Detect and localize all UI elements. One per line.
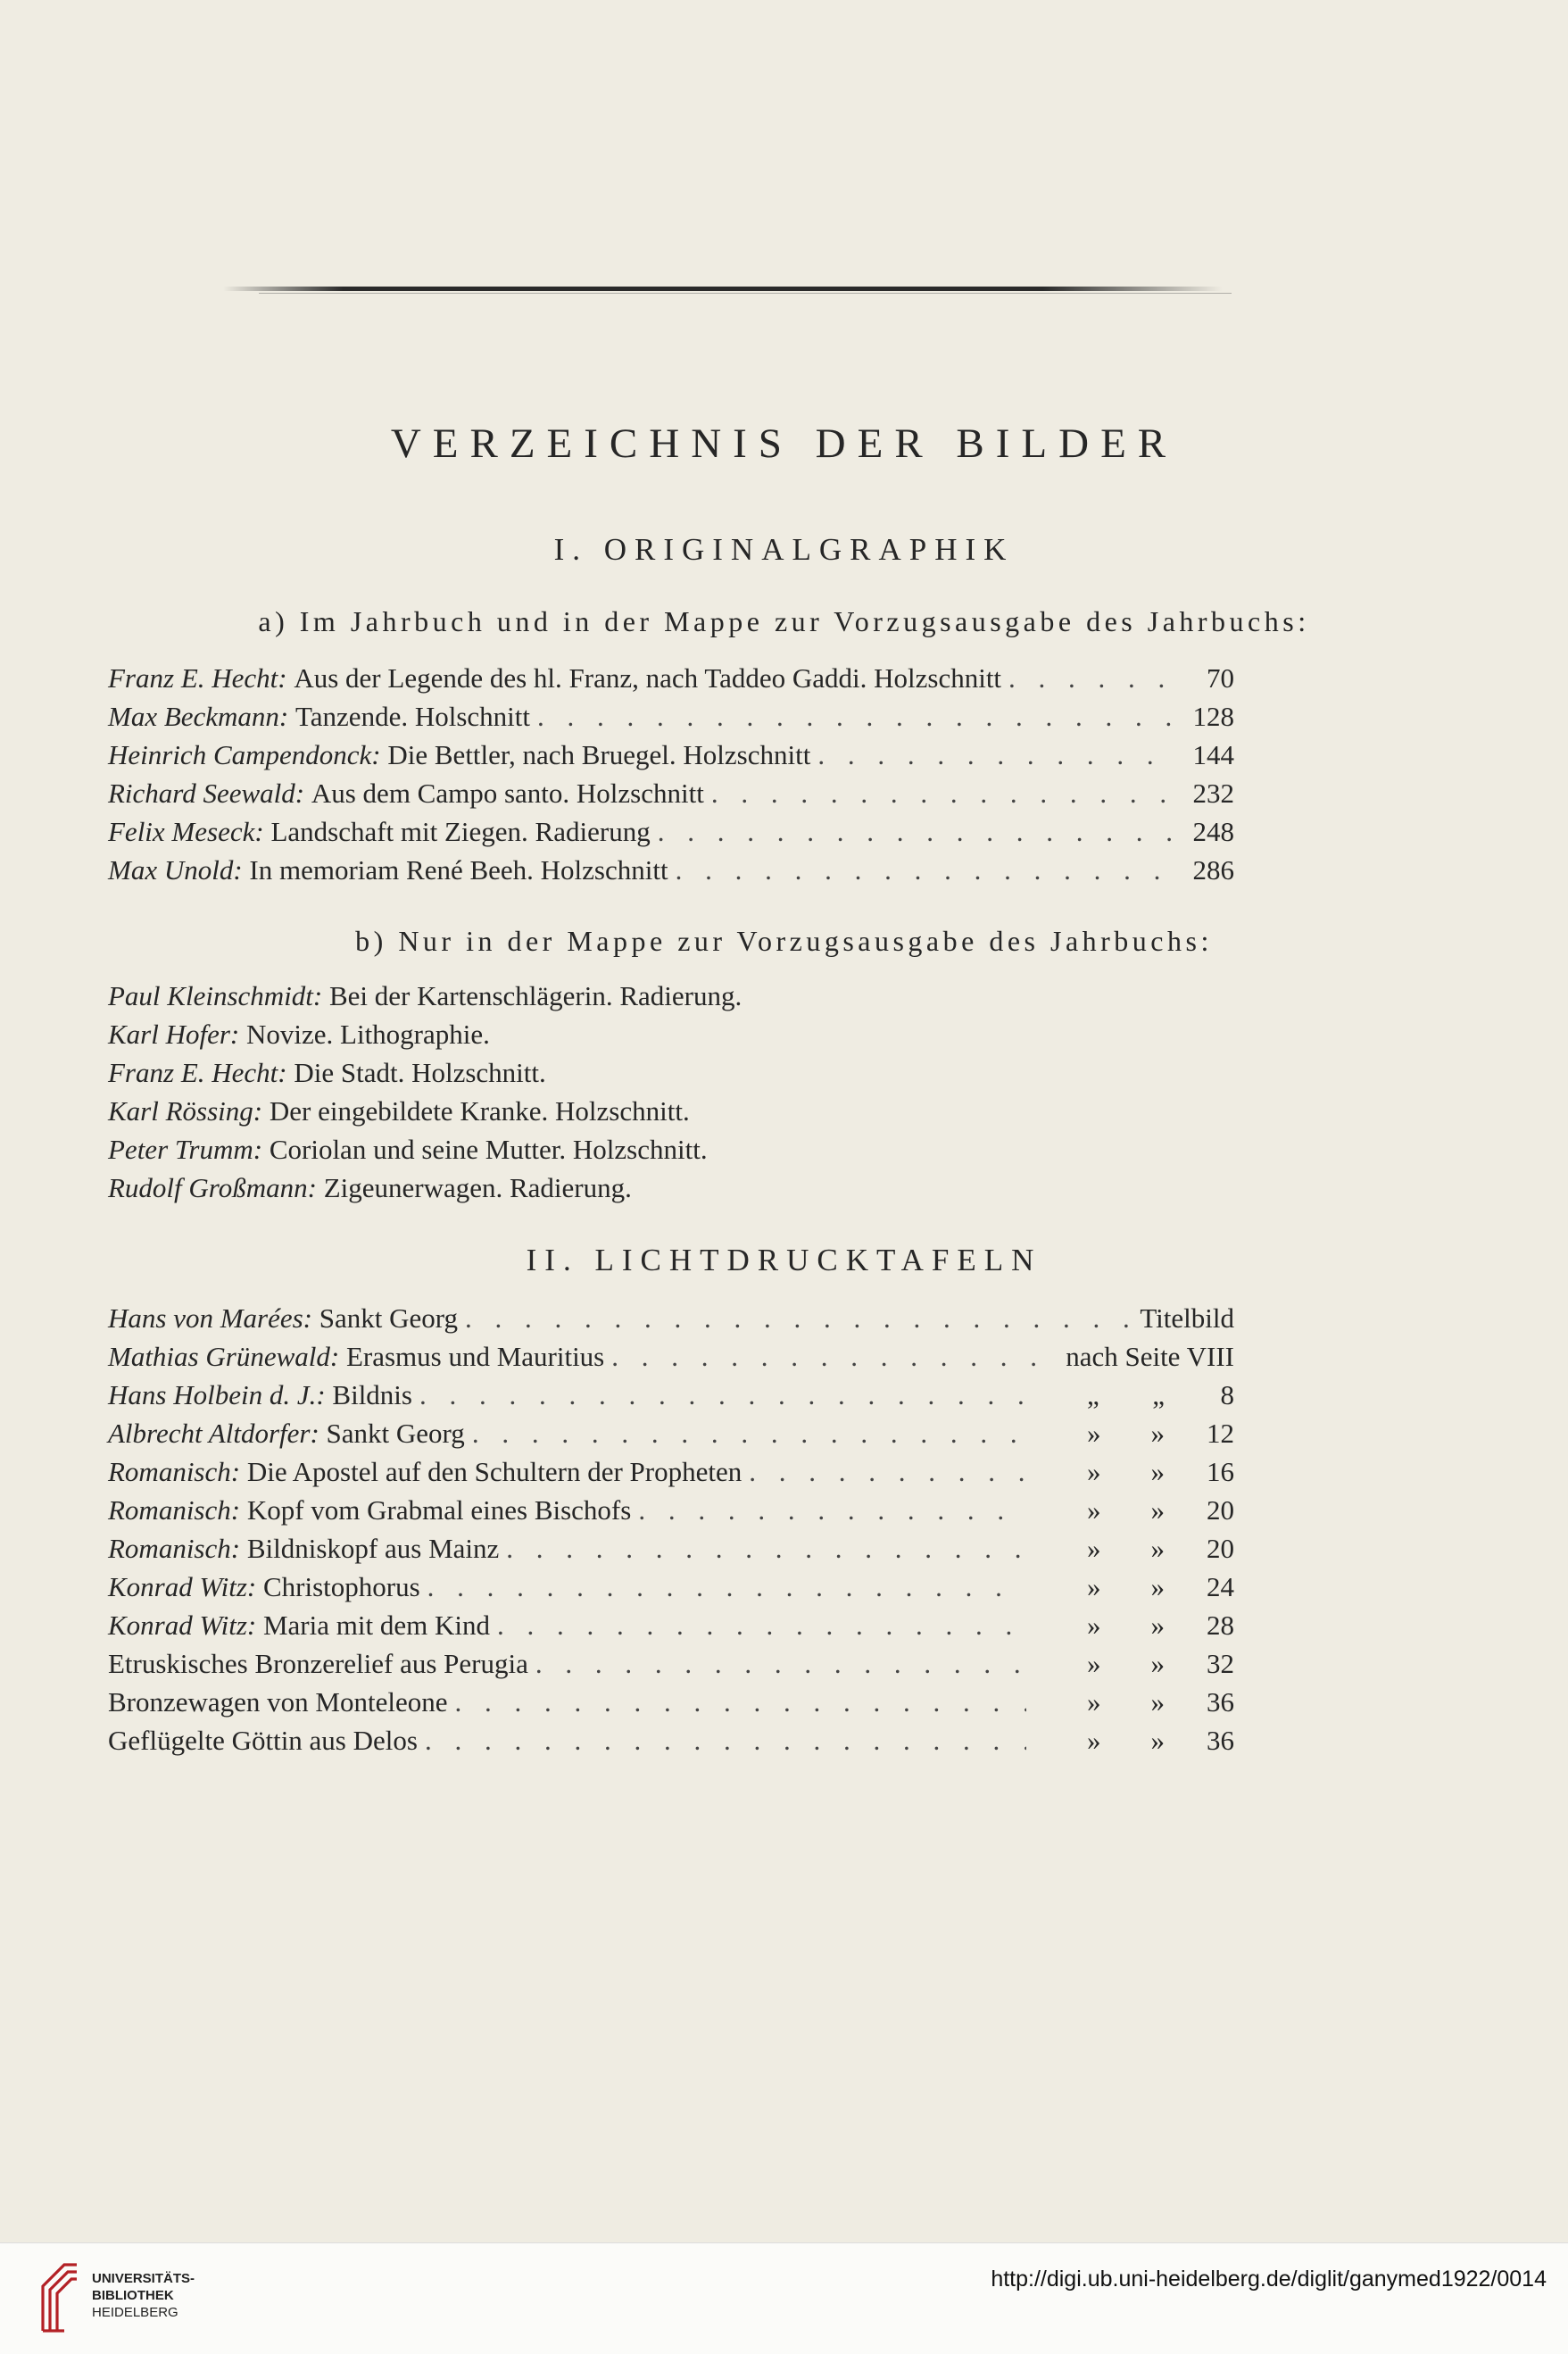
ditto-mark: »	[1150, 1456, 1165, 1487]
artist-name: Max Beckmann:	[108, 701, 289, 732]
list-item	[108, 1095, 690, 1127]
ditto-marks	[1033, 1610, 1181, 1642]
artist-name: Karl Rössing:	[108, 1095, 263, 1127]
artist-name: Romanisch:	[108, 1533, 241, 1564]
list-item	[108, 1418, 1234, 1457]
page-number: 8	[1220, 1379, 1234, 1410]
ditto-marks	[1033, 1456, 1181, 1488]
leader-dots	[465, 1302, 1132, 1335]
work-title: Christophorus	[262, 1571, 420, 1602]
list-item	[108, 1172, 632, 1204]
ditto-mark: »	[1150, 1686, 1165, 1718]
ditto-marks	[1033, 1725, 1181, 1757]
list-item	[108, 1134, 708, 1166]
list-item	[108, 1057, 546, 1089]
artist-name: Konrad Witz:	[108, 1571, 257, 1602]
work-title: Sankt Georg	[326, 1418, 465, 1449]
page-number: nach Seite VIII	[1066, 1341, 1234, 1372]
artist-name: Franz E. Hecht:	[108, 662, 287, 694]
work-title: Tanzende. Holschnitt	[295, 701, 530, 732]
ditto-marks	[1033, 1648, 1181, 1680]
list-item	[108, 778, 1234, 817]
page-number: 144	[1192, 739, 1234, 770]
list-item	[108, 1610, 1234, 1649]
work-title: Etruskisches Bronzerelief aus Perugia	[108, 1648, 528, 1679]
page-number: 232	[1192, 778, 1234, 809]
ditto-mark: »	[1150, 1533, 1165, 1564]
ditto-mark: »	[1087, 1418, 1101, 1449]
ditto-mark: »	[1087, 1533, 1101, 1564]
library-footer	[0, 2242, 1568, 2354]
leader-dots	[419, 1379, 1026, 1411]
ditto-mark: »	[1087, 1725, 1101, 1756]
artist-name: Romanisch:	[108, 1456, 241, 1487]
leader-dots	[817, 739, 1174, 771]
list-item	[108, 1533, 1234, 1572]
logo-line-1: UNIVERSITÄTS-	[92, 2271, 195, 2286]
artist-name: Richard Seewald:	[108, 778, 305, 809]
list-item	[108, 1571, 1234, 1610]
leader-dots	[749, 1456, 1026, 1488]
artist-name: Max Unold:	[108, 854, 243, 886]
leader-dots	[1008, 662, 1174, 695]
work-title: Aus dem Campo santo. Holzschnitt	[311, 778, 704, 809]
leader-dots	[611, 1341, 1058, 1373]
leader-dots	[455, 1686, 1027, 1718]
ditto-mark: »	[1087, 1571, 1101, 1602]
artist-name: Felix Meseck:	[108, 816, 264, 847]
artist-name: Konrad Witz:	[108, 1610, 257, 1641]
artist-name: Mathias Grünewald:	[108, 1341, 340, 1372]
list-item	[108, 1379, 1234, 1418]
leader-dots	[472, 1418, 1026, 1450]
work-title: Maria mit dem Kind	[262, 1610, 490, 1641]
work-title: Bei der Kartenschlägerin. Radierung.	[328, 980, 743, 1011]
artist-name: Paul Kleinschmidt:	[108, 980, 323, 1011]
leader-dots	[658, 816, 1174, 848]
artist-name: Karl Hofer:	[108, 1019, 240, 1050]
list-item	[108, 1648, 1234, 1687]
leader-dots	[537, 701, 1174, 733]
leader-dots	[506, 1533, 1026, 1565]
work-title: In memoriam René Beeh. Holzschnitt	[249, 854, 668, 886]
leader-dots	[535, 1648, 1026, 1680]
work-title: Bildniskopf aus Mainz	[246, 1533, 500, 1564]
page-number: 16	[1207, 1456, 1234, 1487]
work-title: Aus der Legende des hl. Franz, nach Taddeo Gaddi. Holzschnitt	[294, 662, 1002, 694]
page-number: 28	[1207, 1610, 1234, 1641]
ditto-mark: »	[1087, 1610, 1101, 1641]
ditto-mark: „	[1152, 1379, 1165, 1410]
work-title: Bildnis	[332, 1379, 412, 1410]
artist-name: Albrecht Altdorfer:	[108, 1418, 319, 1449]
artist-name: Rudolf Großmann:	[108, 1172, 317, 1203]
artist-name: Hans Holbein d. J.:	[108, 1379, 326, 1410]
artist-name: Hans von Marées:	[108, 1302, 313, 1334]
page-number: 286	[1192, 854, 1234, 886]
work-title: Der eingebildete Kranke. Holzschnitt.	[269, 1095, 690, 1127]
list-item	[108, 1341, 1234, 1380]
artist-name: Romanisch:	[108, 1494, 241, 1526]
leader-dots	[425, 1725, 1026, 1757]
work-title: Kopf vom Grabmal eines Bischofs	[246, 1494, 632, 1526]
subheading-a: a) Im Jahrbuch und in der Mappe zur Vorzugsausgabe des Jahrbuchs:	[258, 605, 1310, 637]
ditto-marks	[1033, 1494, 1181, 1526]
work-title: Novize. Lithographie.	[246, 1019, 490, 1050]
work-title: Die Bettler, nach Bruegel. Holzschnitt	[387, 739, 811, 770]
page-number: 12	[1207, 1418, 1234, 1449]
page-number: 36	[1207, 1725, 1234, 1756]
artist-name: Peter Trumm:	[108, 1134, 263, 1165]
work-title: Erasmus und Mauritius	[345, 1341, 605, 1372]
list-item	[108, 1019, 490, 1051]
ditto-marks	[1033, 1418, 1181, 1450]
ditto-marks	[1033, 1686, 1181, 1718]
ditto-mark: »	[1087, 1648, 1101, 1679]
list-item	[108, 854, 1234, 894]
list-item	[108, 1494, 1234, 1534]
page-number: 20	[1207, 1533, 1234, 1564]
list-item	[108, 1725, 1234, 1764]
logo-line-2: BIBLIOTHEK	[92, 2288, 174, 2303]
logo-line-3: HEIDELBERG	[92, 2305, 178, 2320]
leader-dots	[676, 854, 1174, 886]
list-item	[108, 701, 1234, 740]
page-number: 20	[1207, 1494, 1234, 1526]
page-number: 24	[1207, 1571, 1234, 1602]
leader-dots	[497, 1610, 1026, 1642]
page-number: Titelbild	[1140, 1302, 1234, 1334]
top-rule	[223, 287, 1223, 291]
list-item	[108, 1302, 1234, 1342]
page-title: VERZEICHNIS DER BILDER	[390, 420, 1178, 467]
ditto-mark: »	[1150, 1610, 1165, 1641]
artist-name: Heinrich Campendonck:	[108, 739, 381, 770]
list-item	[108, 1456, 1234, 1495]
work-title: Sankt Georg	[319, 1302, 459, 1334]
page-number: 128	[1192, 701, 1234, 732]
list-item	[108, 980, 742, 1012]
ditto-mark: »	[1087, 1456, 1101, 1487]
leader-dots	[711, 778, 1174, 810]
list-item	[108, 739, 1234, 778]
page-number: 32	[1207, 1648, 1234, 1679]
ditto-mark: »	[1150, 1494, 1165, 1526]
work-title: Coriolan und seine Mutter. Holzschnitt.	[269, 1134, 708, 1165]
ditto-mark: »	[1087, 1494, 1101, 1526]
work-title: Landschaft mit Ziegen. Radierung	[270, 816, 651, 847]
ditto-mark: »	[1150, 1571, 1165, 1602]
section-heading-lichtdrucktafeln: II. LICHTDRUCKTAFELN	[526, 1243, 1042, 1277]
work-title: Bronzewagen von Monteleone	[108, 1686, 448, 1718]
source-url-link[interactable]: http://digi.ub.uni-heidelberg.de/diglit/ganymed1922/0014	[991, 2267, 1547, 2292]
library-logo-text	[92, 2270, 195, 2321]
ditto-marks	[1033, 1533, 1181, 1565]
artist-name: Franz E. Hecht:	[108, 1057, 287, 1088]
page-number: 70	[1207, 662, 1234, 694]
ditto-mark: „	[1087, 1379, 1099, 1410]
ditto-mark: »	[1150, 1648, 1165, 1679]
list-item	[108, 1686, 1234, 1726]
list-item	[108, 816, 1234, 855]
section-heading-originalgraphik: I. ORIGINALGRAPHIK	[553, 532, 1015, 567]
work-title: Zigeunerwagen. Radierung.	[323, 1172, 632, 1203]
ditto-marks	[1033, 1379, 1181, 1411]
ditto-mark: »	[1087, 1686, 1101, 1718]
leader-dots	[427, 1571, 1026, 1603]
subheading-b: b) Nur in der Mappe zur Vorzugsausgabe des Jahrbuchs:	[355, 925, 1213, 957]
page-number: 36	[1207, 1686, 1234, 1718]
list-item	[108, 662, 1234, 702]
ditto-marks	[1033, 1571, 1181, 1603]
top-rule-thin	[259, 293, 1232, 294]
work-title: Die Apostel auf den Schultern der Propheten	[246, 1456, 743, 1487]
ditto-mark: »	[1150, 1725, 1165, 1756]
work-title: Geflügelte Göttin aus Delos	[108, 1725, 418, 1756]
ditto-mark: »	[1150, 1418, 1165, 1449]
leader-dots	[638, 1494, 1026, 1526]
page-number: 248	[1192, 816, 1234, 847]
library-logo-icon	[37, 2259, 82, 2338]
work-title: Die Stadt. Holzschnitt.	[294, 1057, 546, 1088]
